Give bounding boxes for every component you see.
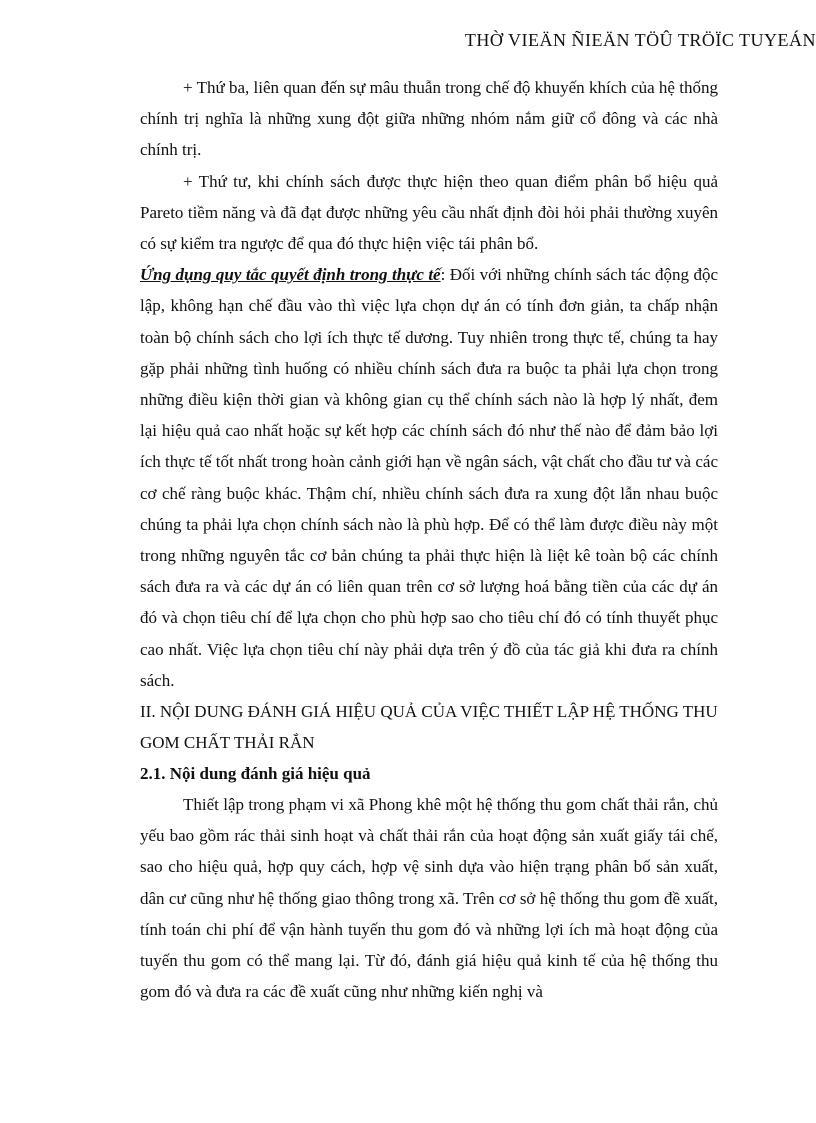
document-body <box>140 72 718 1007</box>
page-header: THỜ VIEÄN ÑIEÄN TÖÛ TRÖÏC TUYEÁN <box>464 30 816 50</box>
inline-subheading: Ứng dụng quy tắc quyết định trong thực tế <box>140 265 441 285</box>
paragraph-decision-rule-body: : Đối với những chính sách tác động độc lập, không hạn chế đầu vào thì việc lựa chọn dự án có tính đơn giản, ta chấp nhận toàn bộ chính sách cho lợi ích thực tế dương. Tuy nhiên trong thực tế, chúng ta hay gặp phải những tình huống có nhiều chính sách đưa ra buộc ta phải lựa chọn trong những điều kiện thời gian và không gian cụ thể chính sách nào là hợp lý nhất, đem lại hiệu quả cao nhất hoặc sự kết hợp các chính sách đó như thế nào để đảm bảo lợi ích thực tế tốt nhất trong hoàn cảnh giới hạn về ngân sách, vật chất cho đầu tư và các cơ chế ràng buộc khác. Thậm chí, nhiều chính sách đưa ra xung đột lẫn nhau buộc chúng ta phải lựa chọn chính sách nào là phù hợp. Để có thể làm được điều này một trong những nguyên tắc cơ bản chúng ta phải thực hiện là liệt kê toàn bộ các chính sách đưa ra và các dự án có liên quan trên cơ sở lượng hoá bằng tiền của các dự án đó và chọn tiêu chí để lựa chọn cho phù hợp sao cho tiêu chí đó có tính thuyết phục cao nhất. Việc lựa chọn tiêu chí này phải dựa trên ý đồ của tác giả khi đưa ra chính sách. <box>140 265 718 690</box>
paragraph-decision-rule <box>140 259 718 696</box>
paragraph-evaluation-content: Thiết lập trong phạm vi xã Phong khê một hệ thống thu gom chất thải rắn, chủ yếu bao gồm rác thải sinh hoạt và chất thải rắn của hoạt động sản xuất giấy tái chế, sao cho hiệu quả, hợp quy cách, hợp vệ sinh dựa vào hiện trạng phân bố sản xuất, dân cư cũng như hệ thống giao thông trong xã. Trên cơ sở hệ thống thu gom đề xuất, tính toán chi phí để vận hành tuyến thu gom đó và những lợi ích mà hoạt động của tuyến thu gom có thể mang lại. Từ đó, đánh giá hiệu quả kinh tế của hệ thống thu gom đó và đưa ra các đề xuất cũng như những kiến nghị và <box>140 795 718 1002</box>
subsection-title: 2.1. Nội dung đánh giá hiệu quả <box>140 764 371 784</box>
paragraph-third-point: + Thứ ba, liên quan đến sự mâu thuẫn trong chế độ khuyến khích của hệ thống chính trị nghĩa là những xung đột giữa những nhóm nắm giữ cổ đông và các nhà chính trị. <box>140 78 718 160</box>
section-title: II. NỘI DUNG ĐÁNH GIÁ HIỆU QUẢ CỦA VIỆC THIẾT LẬP HỆ THỐNG THU GOM CHẤT THẢI RẮN <box>140 702 718 753</box>
paragraph-fourth-point: + Thứ tư, khi chính sách được thực hiện theo quan điểm phân bổ hiệu quả Pareto tiềm năng và đã đạt được những yêu cầu nhất định đòi hỏi phải thường xuyên có sự kiểm tra ngược để qua đó thực hiện việc tái phân bổ. <box>140 171 718 254</box>
